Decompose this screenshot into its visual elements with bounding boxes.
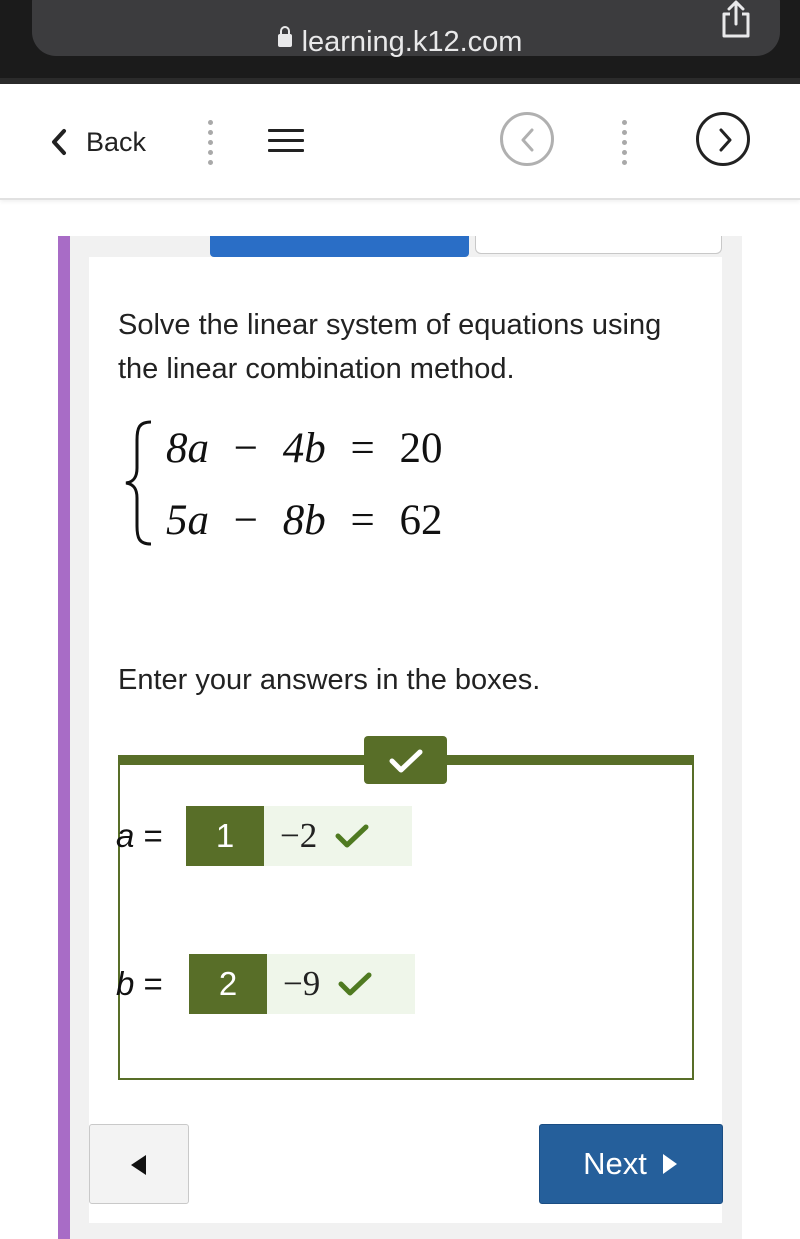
eq1-term-a: 8a	[166, 425, 209, 472]
eq1-term-b: 4b	[282, 425, 326, 472]
equals-sign: =	[143, 817, 163, 854]
previous-button[interactable]	[89, 1124, 189, 1204]
correct-answer-b	[267, 954, 415, 1014]
answer-label-b	[116, 965, 189, 1003]
divider-dots-icon	[208, 120, 214, 166]
chevron-left-circle-icon	[519, 128, 537, 152]
eq2-equals: =	[350, 497, 375, 544]
lock-icon	[278, 34, 292, 47]
activity-accent-bar	[58, 236, 70, 1239]
answer-row-b	[116, 954, 415, 1014]
previous-page-button[interactable]	[500, 112, 554, 166]
equals-sign: =	[143, 965, 163, 1002]
chevron-left-icon	[50, 128, 68, 156]
left-brace-icon	[123, 418, 153, 548]
checkmark-icon	[388, 748, 424, 774]
play-left-icon	[128, 1153, 148, 1177]
answer-status-badge	[364, 736, 447, 784]
equation-2	[166, 496, 443, 545]
question-tab[interactable]	[475, 236, 722, 254]
equation-1	[166, 424, 443, 473]
correct-value-a: −2	[280, 816, 318, 855]
checkmark-icon	[335, 823, 369, 849]
answer-row-a	[116, 806, 412, 866]
play-right-icon	[661, 1152, 679, 1176]
url-display[interactable]	[0, 28, 800, 57]
correct-answer-a	[264, 806, 412, 866]
back-label: Back	[86, 126, 147, 157]
checkmark-icon	[338, 971, 372, 997]
url-text: learning.k12.com	[301, 26, 523, 58]
eq2-term-b: 8b	[282, 497, 326, 544]
eq2-rhs: 62	[399, 497, 443, 544]
next-button[interactable]	[539, 1124, 723, 1204]
chevron-right-circle-icon	[716, 128, 734, 152]
back-button[interactable]	[50, 122, 146, 162]
answer-input-b[interactable]: 2	[189, 954, 267, 1014]
instruction-text: Enter your answers in the boxes.	[118, 664, 541, 696]
question-prompt: Solve the linear system of equations using the linear combination method.	[118, 309, 662, 385]
variable-a: a	[116, 817, 135, 854]
eq1-minus: −	[233, 425, 259, 472]
lesson-nav-header	[0, 84, 800, 200]
divider-dots-icon	[622, 120, 628, 166]
correct-value-b: −9	[283, 964, 321, 1003]
share-icon[interactable]	[718, 0, 754, 40]
answer-input-a[interactable]: 1	[186, 806, 264, 866]
question-tab-active[interactable]	[210, 236, 469, 257]
next-label: Next	[583, 1146, 647, 1181]
eq2-minus: −	[233, 497, 259, 544]
eq1-equals: =	[350, 425, 375, 472]
hamburger-menu-icon[interactable]	[268, 129, 304, 155]
answer-box	[118, 755, 694, 1080]
answer-label-a	[116, 817, 186, 855]
browser-address-bar	[0, 0, 800, 78]
variable-b: b	[116, 965, 135, 1002]
next-page-button[interactable]	[696, 112, 750, 166]
eq1-rhs: 20	[399, 425, 443, 472]
equation-system	[118, 418, 518, 548]
eq2-term-a: 5a	[166, 497, 209, 544]
